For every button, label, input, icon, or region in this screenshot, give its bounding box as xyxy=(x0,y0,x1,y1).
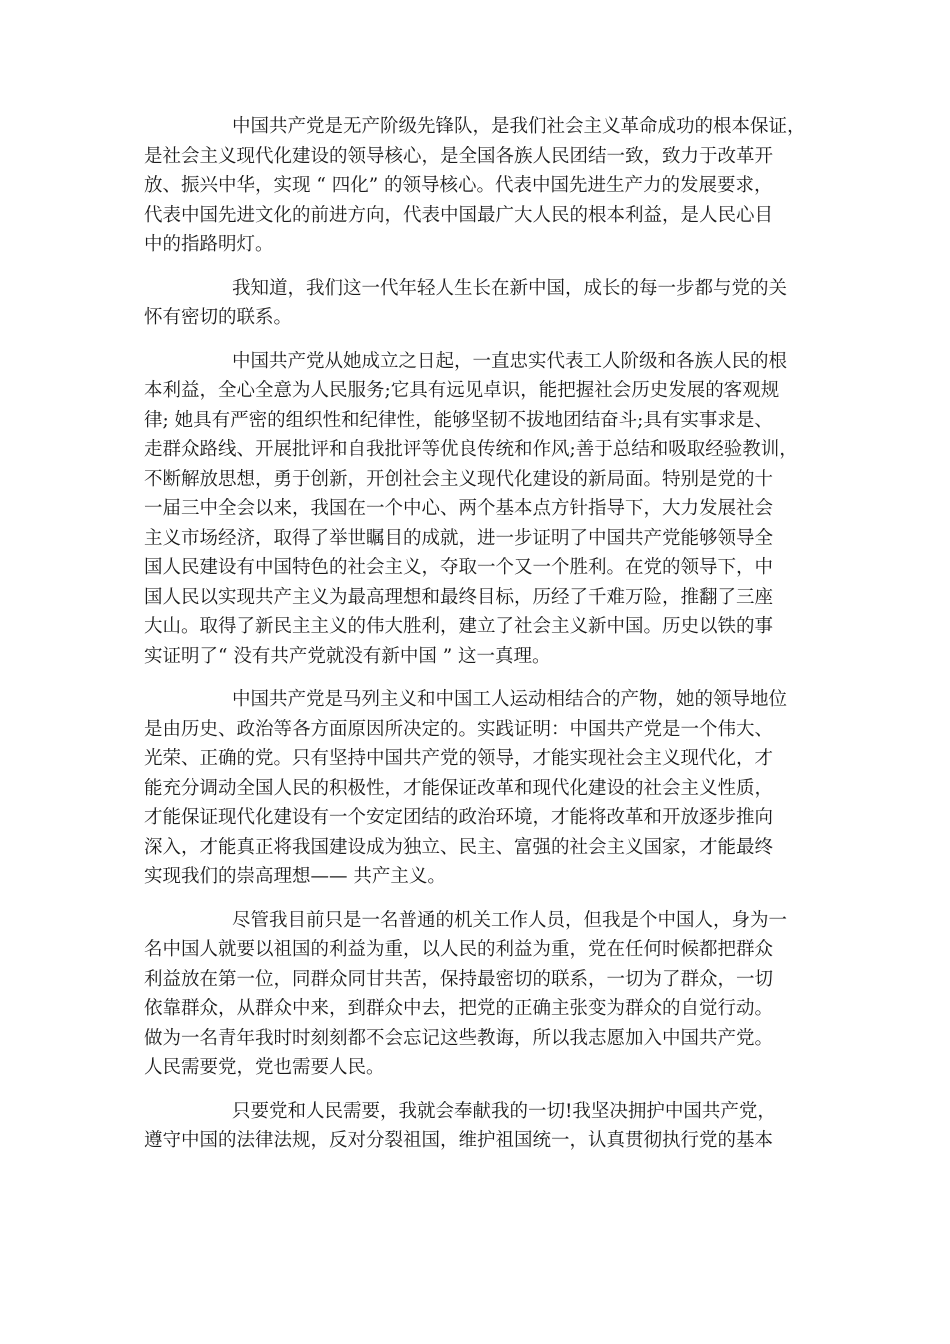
paragraph-line: 尽管我目前只是一名普通的机关工作人员，但我是个中国人，身为一 xyxy=(232,909,788,931)
paragraph-line: 是由历史、政治等各方面原因所决定的。实践证明：中国共产党是一个伟大、 xyxy=(144,718,774,740)
paragraph-line: 能充分调动全国人民的积极性，才能保证改革和现代化建设的社会主义性质， xyxy=(144,777,774,799)
paragraph-line: 做为一名青年我时时刻刻都不会忘记这些教诲，所以我志愿加入中国共产党。 xyxy=(144,1027,774,1049)
paragraph-line: 国人民以实现共产主义为最高理想和最终目标，历经了千难万险，推翻了三座 xyxy=(144,586,774,608)
paragraph-line: 深入，才能真正将我国建设成为独立、民主、富强的社会主义国家，才能最终 xyxy=(144,836,774,858)
paragraph-line: 中国共产党是马列主义和中国工人运动相结合的产物，她的领导地位 xyxy=(232,689,788,710)
paragraph-line: 依靠群众，从群众中来，到群众中去，把党的正确主张变为群众的自觉行动。 xyxy=(144,998,774,1019)
paragraph-line: 实证明了“ 没有共产党就没有新中国 ” 这一真理。 xyxy=(144,645,551,667)
paragraph-line: 国人民建设有中国特色的社会主义，夺取一个又一个胜利。在党的领导下，中 xyxy=(144,557,774,578)
paragraph-line: 只要党和人民需要，我就会奉献我的一切!我坚决拥护中国共产党， xyxy=(232,1100,776,1122)
paragraph xyxy=(144,347,824,672)
paragraph-line: 是社会主义现代化建设的领导核心，是全国各族人民团结一致，致力于改革开 xyxy=(144,145,774,167)
paragraph-line: 律; 她具有严密的组织性和纪律性，能够坚韧不拔地团结奋斗;具有实事求是、 xyxy=(144,409,773,431)
paragraph xyxy=(144,685,824,892)
paragraph-line: 我知道，我们这一代年轻人生长在新中国，成长的每一步都与党的关 xyxy=(232,277,788,299)
document-body xyxy=(144,112,824,1170)
paragraph-line: 本利益，全心全意为人民服务;它具有远见卓识，能把握社会历史发展的客观规 xyxy=(144,380,780,401)
paragraph-line: 不断解放思想，勇于创新，开创社会主义现代化建设的新局面。特别是党的十 xyxy=(144,468,774,490)
paragraph xyxy=(144,112,824,260)
paragraph-line: 怀有密切的联系。 xyxy=(144,307,293,328)
paragraph-line: 一届三中全会以来，我国在一个中心、两个基本点方针指导下，大力发展社会 xyxy=(144,498,774,519)
paragraph-line: 主义市场经济，取得了举世瞩目的成就，进一步证明了中国共产党能够领导全 xyxy=(144,527,774,549)
paragraph-line: 大山。取得了新民主主义的伟大胜利，建立了社会主义新中国。历史以铁的事 xyxy=(144,616,774,637)
paragraph-line: 代表中国先进文化的前进方向，代表中国最广大人民的根本利益，是人民心目 xyxy=(144,204,774,226)
paragraph-line: 中的指路明灯。 xyxy=(144,234,274,255)
paragraph xyxy=(144,274,824,333)
paragraph xyxy=(144,1097,824,1156)
paragraph-line: 光荣、正确的党。只有坚持中国共产党的领导，才能实现社会主义现代化，才 xyxy=(144,748,774,769)
paragraph-line: 放、振兴中华，实现 “ 四化” 的领导核心。代表中国先进生产力的发展要求， xyxy=(144,175,773,196)
paragraph-line: 走群众路线、开展批评和自我批评等优良传统和作风;善于总结和吸取经验教训， xyxy=(144,439,798,460)
paragraph-line: 遵守中国的法律法规，反对分裂祖国，维护祖国统一，认真贯彻执行党的基本 xyxy=(144,1130,774,1151)
paragraph-line: 实现我们的崇高理想—— 共产主义。 xyxy=(144,866,446,887)
paragraph-line: 人民需要党，党也需要人民。 xyxy=(144,1057,385,1078)
paragraph xyxy=(144,906,824,1083)
paragraph-line: 名中国人就要以祖国的利益为重，以人民的利益为重，党在任何时候都把群众 xyxy=(144,939,774,960)
paragraph-line: 利益放在第一位，同群众同甘共苦，保持最密切的联系，一切为了群众，一切 xyxy=(144,968,774,990)
paragraph-line: 中国共产党是无产阶级先锋队，是我们社会主义革命成功的根本保证， xyxy=(232,116,806,137)
paragraph-line: 才能保证现代化建设有一个安定团结的政治环境，才能将改革和开放逐步推向 xyxy=(144,807,774,828)
paragraph-line: 中国共产党从她成立之日起，一直忠实代表工人阶级和各族人民的根 xyxy=(232,350,788,372)
